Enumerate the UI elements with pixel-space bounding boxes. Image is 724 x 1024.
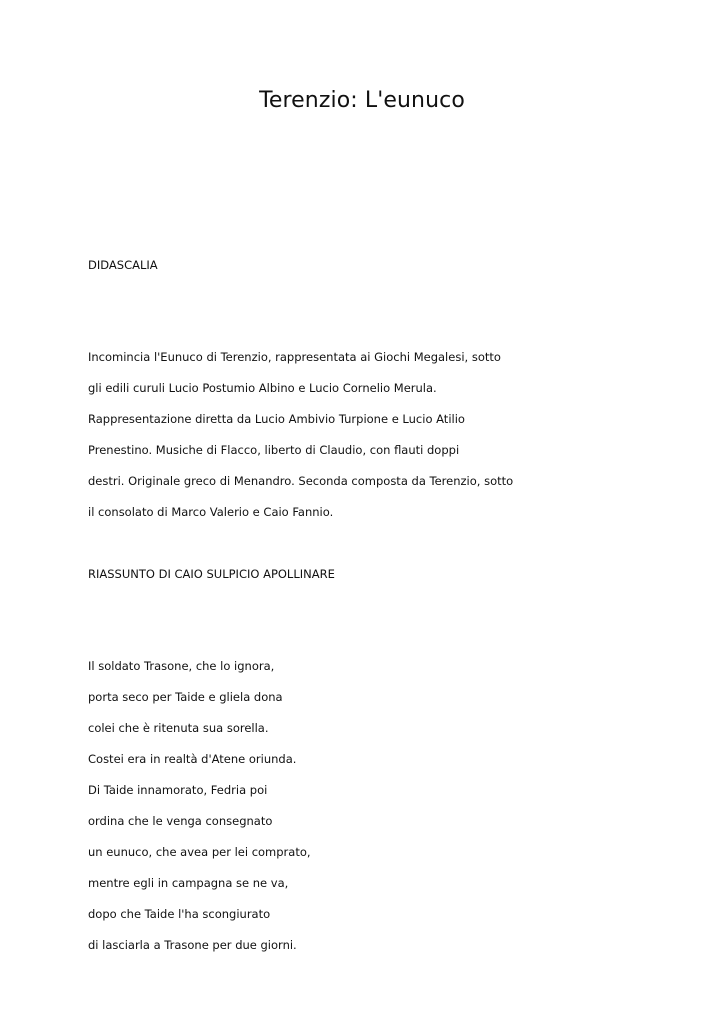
riassunto-line: un eunuco, che avea per lei comprato, xyxy=(88,845,311,859)
riassunto-line: ordina che le venga consegnato xyxy=(88,814,273,828)
didascalia-line: Prenestino. Musiche di Flacco, liberto di Claudio, con flauti doppi xyxy=(88,443,460,457)
didascalia-line: destri. Originale greco di Menandro. Seconda composta da Terenzio, sotto xyxy=(88,474,514,488)
riassunto-line: Di Taide innamorato, Fedria poi xyxy=(88,783,268,797)
didascalia-line: Rappresentazione diretta da Lucio Ambivio Turpione e Lucio Atilio xyxy=(88,412,465,426)
riassunto-line: di lasciarla a Trasone per due giorni. xyxy=(88,938,297,952)
riassunto-line: colei che è ritenuta sua sorella. xyxy=(88,721,269,735)
riassunto-line: Il soldato Trasone, che lo ignora, xyxy=(88,659,275,673)
section-heading-riassunto: RIASSUNTO DI CAIO SULPICIO APOLLINARE xyxy=(88,567,335,581)
document-title: Terenzio: L'eunuco xyxy=(259,88,465,113)
didascalia-line: Incomincia l'Eunuco di Terenzio, rappresentata ai Giochi Megalesi, sotto xyxy=(88,350,501,364)
section-heading-didascalia: DIDASCALIA xyxy=(88,258,158,272)
riassunto-line: Costei era in realtà d'Atene oriunda. xyxy=(88,752,297,766)
riassunto-line: mentre egli in campagna se ne va, xyxy=(88,876,289,890)
didascalia-line: gli edili curuli Lucio Postumio Albino e Lucio Cornelio Merula. xyxy=(88,381,437,395)
riassunto-line: porta seco per Taide e gliela dona xyxy=(88,690,283,704)
riassunto-line: dopo che Taide l'ha scongiurato xyxy=(88,907,271,921)
didascalia-line: il consolato di Marco Valerio e Caio Fannio. xyxy=(88,505,334,519)
